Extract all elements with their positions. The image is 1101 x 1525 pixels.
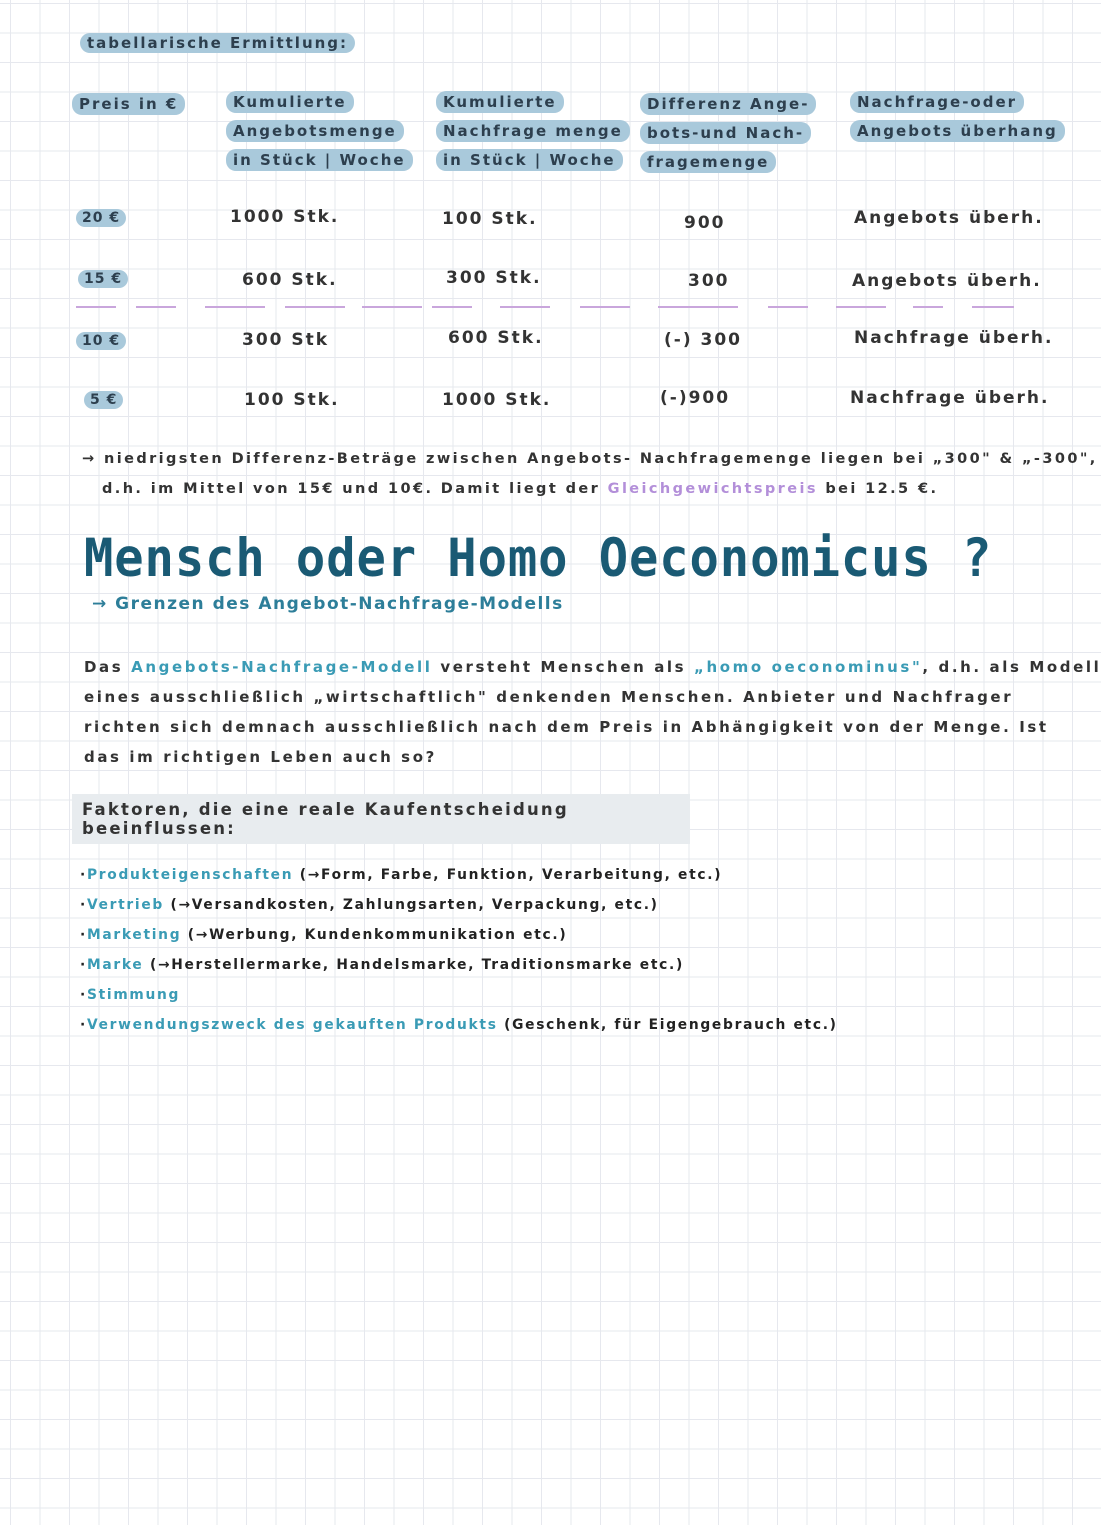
- price-badge: 15 €: [78, 270, 128, 288]
- cell-difference: 300: [688, 271, 730, 291]
- cell-difference: 900: [684, 213, 726, 233]
- cell-demand: 1000 Stk.: [442, 390, 552, 410]
- price-badge: 5 €: [84, 391, 123, 409]
- header-result: Nachfrage-oder Angebots überhang: [850, 88, 1065, 146]
- factors-list: [80, 860, 1070, 1040]
- cell-demand: 600 Stk.: [448, 328, 544, 348]
- page-subtitle: → Grenzen des Angebot-Nachfrage-Modells: [92, 594, 564, 614]
- header-price: Preis in €: [72, 90, 185, 119]
- list-item: ·Stimmung: [80, 987, 181, 1003]
- cell-demand: 300 Stk.: [446, 268, 542, 288]
- cell-difference: (-) 300: [664, 330, 742, 350]
- cell-demand: 100 Stk.: [442, 209, 538, 229]
- price-badge: 10 €: [76, 332, 126, 350]
- list-item: ·Produkteigenschaften (→Form, Farbe, Funktion, Verarbeitung, etc.): [80, 867, 723, 883]
- header-supply: Kumulierte Angebotsmenge in Stück | Woche: [226, 88, 413, 175]
- table-row: [84, 389, 123, 408]
- cell-supply: 300 Stk: [242, 330, 330, 350]
- list-item: ·Marke (→Herstellermarke, Handelsmarke, Traditionsmarke etc.): [80, 957, 684, 973]
- cell-result: Nachfrage überh.: [850, 388, 1050, 408]
- cell-supply: 1000 Stk.: [230, 207, 340, 227]
- cell-result: Angebots überh.: [852, 271, 1042, 291]
- factors-heading: Faktoren, die eine reale Kaufentscheidung beeinflussen:: [72, 794, 690, 844]
- conclusion: → niedrigsten Differenz-Beträge zwischen Angebots- Nachfragemenge liegen bei „300" & „-300", d.h. im Mittel von 15€ und 10€. Damit liegt der Gleichgewichtspreis bei 12.5 €.: [82, 451, 1098, 497]
- cell-supply: 100 Stk.: [244, 390, 340, 410]
- list-item: ·Vertrieb (→Versandkosten, Zahlungsarten, Verpackung, etc.): [80, 897, 659, 913]
- section-title: tabellarische Ermittlung:: [80, 33, 355, 52]
- table-row: [78, 268, 128, 287]
- page-title: Mensch oder Homo Oeconomicus ?: [84, 528, 993, 589]
- cell-result: Nachfrage überh.: [854, 328, 1054, 348]
- cell-supply: 600 Stk.: [242, 270, 338, 290]
- cell-difference: (-)900: [660, 388, 731, 408]
- list-item: ·Verwendungszweck des gekauften Produkts (Geschenk, für Eigengebrauch etc.): [80, 1017, 838, 1033]
- table-row: [76, 330, 126, 349]
- header-demand: Kumulierte Nachfrage menge in Stück | Woche: [436, 88, 630, 175]
- cell-result: Angebots überh.: [854, 208, 1044, 228]
- list-item: ·Marketing (→Werbung, Kundenkommunikation etc.): [80, 927, 568, 943]
- model-paragraph: Das Angebots-Nachfrage-Modell versteht Menschen als „homo oeconominus", d.h. als Modell eines ausschließlich „wirtschaftlich" denkenden Menschen. Anbieter und Nachfrager richten sich demnach ausschließlich nach dem Preis in Abhängigkeit von der Menge. Ist das im richtigen Leben auch so?: [84, 658, 1101, 766]
- price-badge: 20 €: [76, 209, 126, 227]
- header-difference: Differenz Ange- bots-und Nach- fragemenge: [640, 90, 816, 177]
- table-row: [76, 207, 126, 226]
- equilibrium-price-term: Gleichgewichtspreis: [607, 481, 818, 497]
